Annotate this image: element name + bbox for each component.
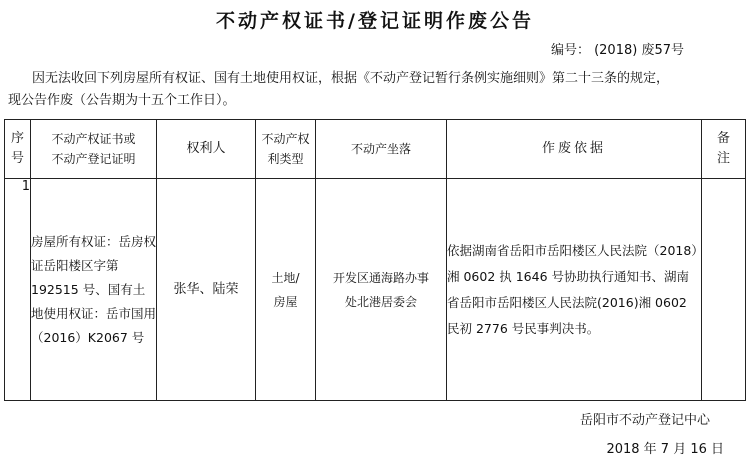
header-seq-line-2: 号	[10, 151, 24, 166]
header-seq	[5, 120, 31, 179]
row-seq: 1	[5, 179, 31, 401]
row-right-type-line-1: 土地/	[271, 270, 300, 285]
void-certificate-table	[4, 119, 746, 401]
header-basis: 作废依据	[447, 120, 702, 179]
issuer-name: 岳阳市不动产登记中心	[579, 413, 710, 428]
header-location: 不动产坐落	[316, 120, 447, 179]
intro-line-2: 现公告作废（公告期为十五个工作日）。	[8, 93, 236, 108]
intro-line-1: 因无法收回下列房屋所有权证、国有土地使用权证，根据《不动产登记暂行条例实施细则》第二十三条的规定，	[32, 71, 670, 86]
row-basis: 依据湖南省岳阳市岳阳楼区人民法院（2018）湘 0602 执 1646 号协助执行通知书、湖南省岳阳市岳阳楼区人民法院(2016)湘 0602 民初 2776 号民事判决书。	[447, 179, 702, 401]
intro-paragraph	[8, 68, 743, 112]
row-certificate: 房屋所有权证：岳房权证岳阳楼区字第 192515 号、国有土地使用权证：岳市国用（2016）K2067 号	[31, 179, 157, 401]
header-remark-line-2: 注	[716, 151, 730, 166]
document-number: 编号： (2018) 废57号	[550, 43, 684, 58]
header-certificate	[31, 120, 157, 179]
header-remark	[702, 120, 746, 179]
header-right-type-line-2: 利类型	[267, 152, 304, 166]
row-location	[316, 179, 447, 401]
row-holder: 张华、陆荣	[157, 179, 256, 401]
header-remark-line-1: 备	[716, 131, 730, 146]
row-right-type	[256, 179, 316, 401]
header-certificate-line-1: 不动产权证书或	[51, 132, 136, 146]
row-location-line-2: 处北港居委会	[344, 294, 417, 309]
row-remark	[702, 179, 746, 401]
notice-title: 不动产权证书/登记证明作废公告	[216, 10, 534, 32]
table-header-row	[5, 120, 746, 179]
header-right-type	[256, 120, 316, 179]
header-right-type-line-1: 不动产权	[261, 132, 310, 146]
table-row	[5, 179, 746, 401]
header-certificate-line-2: 不动产登记证明	[51, 152, 136, 166]
row-right-type-line-2: 房屋	[273, 294, 298, 309]
row-location-line-1: 开发区通海路办事	[332, 270, 429, 285]
issue-date: 2018 年 7 月 16 日	[606, 442, 724, 457]
header-seq-line-1: 序	[10, 131, 24, 146]
header-holder: 权利人	[157, 120, 256, 179]
